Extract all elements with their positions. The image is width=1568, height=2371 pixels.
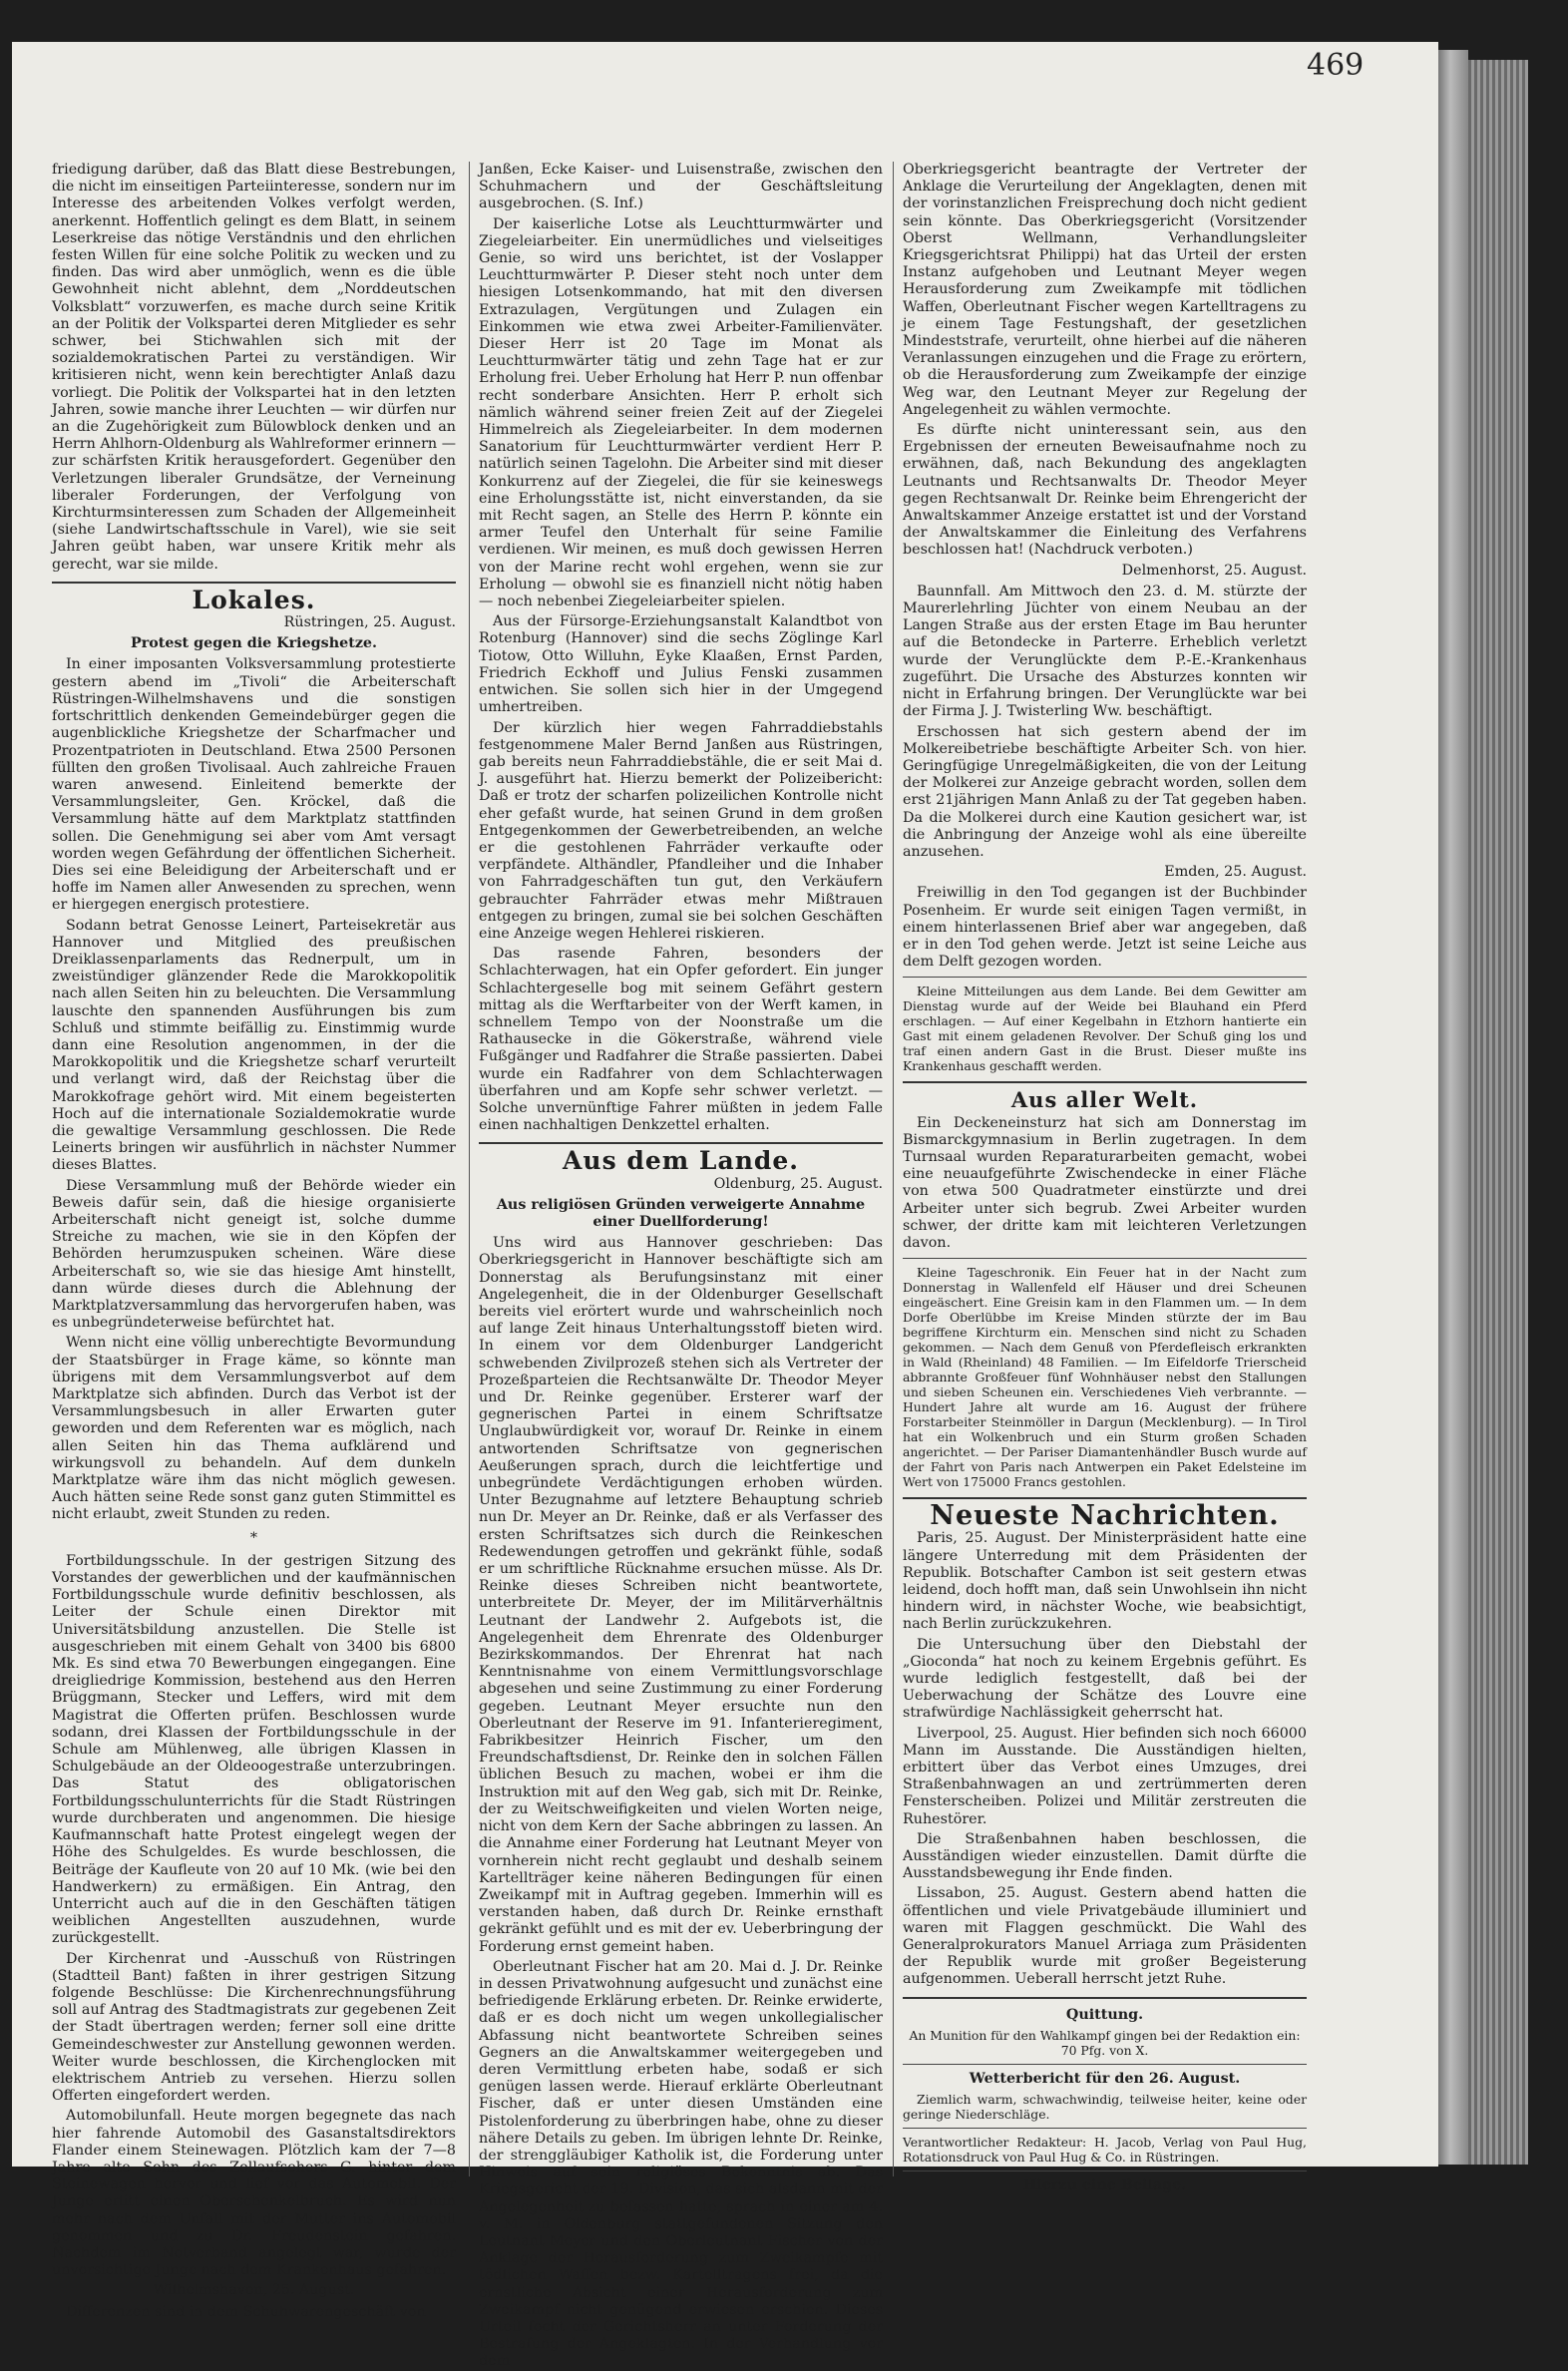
section-title: Lokales. — [192, 585, 316, 614]
article-text: Liverpool, 25. August. Hier befinden sich noch 66000 Mann im Ausstande. Die Ausständigen hielten, erbittert über das Verbot eines Umzuges, drei Straßenbahnwagen an und zertrümmerten deren Fensterscheiben. Polizei und Militär zerstreuten die Ruhestörer. — [903, 1725, 1307, 1827]
article-text: Kleine Mitteilungen aus dem Lande. Bei dem Gewitter am Dienstag wurde auf der Weide bei Blauhand ein Pferd erschlagen. — Auf einer Kegelbahn in Etzhorn hantierte ein Gast mit einem geladenen Revolver. Der Schuß ging los und traf einen andern Gast in die Brust. Dieser mußte ins Krankenhaus geschafft werden. — [903, 984, 1307, 1074]
section-rule — [903, 1997, 1307, 1999]
section-rule — [52, 582, 456, 584]
section-rule — [903, 1258, 1307, 1259]
section-rule — [903, 2128, 1307, 2129]
article-text: In einer imposanten Volksversammlung protestierte gestern abend im „Tivoli“ die Arbeiterschaft Rüstringen-Wilhelmshavens und die sonstigen fortschrittlich denkenden Gemeindebürger gegen die augenblickliche Kriegshetze der Scharfmacher und Prozentpatrioten in Deutschland. Etwa 2500 Personen füllten den großen Tivolisaal. Auch zahlreiche Frauen waren anwesend. Einleitend bemerkte der Versammlungsleiter, Gen. Kröckel, daß die Versammlung hätte auf dem Marktplatz stattfinden sollen. Die Genehmigung sei aber vom Amt versagt worden wegen Gefährdung der öffentlichen Sicherheit. Dies sei eine Beleidigung der Arbeiterschaft und er hoffe im Namen aller Anwesenden zu sprechen, wenn er hiergegen energisch protestiere. — [52, 656, 456, 914]
notice-headline: Quittung. — [1065, 2006, 1144, 2023]
page-number: 469 — [1307, 48, 1365, 83]
article-text: Kleine Tageschronik. Ein Feuer hat in der Nacht zum Donnerstag in Wallenfeld elf Häuser und drei Scheunen eingeäschert. Eine Greisin kam in den Flammen um. — In dem Dorfe Oberlübbe im Kreise Minden stürzte der im Bau begriffene Kirchturm ein. Menschen sind nicht zu Schaden gekommen. — Nach dem Genuß von Pferdefleisch erkrankten in Wald (Rheinland) 48 Familien. — Im Eifeldorfe Trierscheid abbrannte Großfeuer fünf Wohnhäuser nebst den Stallungen und sieben Scheunen ein. Verschiedenes Vieh verbrannte. — Hundert Jahre alt wurde am 16. August der frühere Forstarbeiter Steinmöller in Dargun (Mecklenburg). — In Tirol hat ein Wolkenbruch und ein Sturm großen Schaden angerichtet. — Der Pariser Diamantenhändler Busch wurde auf der Fahrt von Paris nach Antwerpen ein Paket Edelsteine im Wert von 175000 Francs gestohlen. — [903, 1265, 1307, 1490]
article-text: Es dürfte nicht uninteressant sein, aus den Ergebnissen der erneuten Beweisaufnahme noch zu erwähnen, daß, nach Bekundung des angeklagten Leutnants und Rechtsanwalts Dr. Theodor Meyer gegen Rechtsanwalt Dr. Reinke beim Ehrengericht der Anwaltskammer Anzeige erstattet ist und der Vorstand der Anwaltskammer die Einleitung des Verfahrens beschlossen hat! (Nachdruck verboten.) — [903, 422, 1307, 559]
article-text: Differenzen sind in dem Schuhwarengeschäft von — [66, 2303, 426, 2320]
section-rule — [903, 977, 1307, 978]
article-text: Die Untersuchung über den Diebstahl der „Gioconda“ hat noch zu keinem Ergebnis geführt. Es wurde lediglich festgestellt, daß bei der Ueberwachung der Schätze des Louvre eine strafwürdige Nachlässigkeit geherrscht hat. — [903, 1636, 1307, 1722]
page-stack-edge — [1438, 50, 1468, 2165]
weather-headline: Wetterbericht für den 26. August. — [969, 2070, 1241, 2087]
article-text: Oberkriegsgericht beantragte der Vertreter der Anklage die Verurteilung der Angeklagten, denen mit der vorinstanzlichen Freisprechung doch nicht gedient sein könnte. Das Oberkriegsgericht (Vorsitzender Oberst Wellmann, Verhandlungsleiter Kriegsgerichtsrat Philippi) hat das Urteil der ersten Instanz aufgehoben und Leutnant Meyer wegen Herausforderung zum Zweikampfe mit tödlichen Waffen, Oberleutnant Fischer wegen Kartelltragens zu je einem Tage Festungshaft, der gesetzlichen Mindeststrafe, verurteilt, ohne hierbei auf die näheren Veranlassungen einzugehen und die Frage zu erörtern, ob die Herausforderung zum Zweikampfe der einzige Weg war, den Leutnant Meyer zur Regelung der Angelegenheit zu wählen vermochte. — [903, 162, 1307, 418]
column-divider — [893, 162, 894, 2176]
weather-text: Ziemlich warm, schwachwindig, teilweise heiter, keine oder geringe Niederschläge. — [903, 2092, 1307, 2123]
imprint: Verantwortlicher Redakteur: H. Jacob, Verlag von Paul Hug, Rotationsdruck von Paul Hug & Co. in Rüstringen. — [903, 2135, 1307, 2166]
article-text: Erschossen hat sich gestern abend der im Molkereibetriebe beschäftigte Arbeiter Sch. von hier. Geringfügige Unregelmäßigkeiten, die von der Leitung der Molkerei zur Anzeige gebracht worden, sollen dem erst 21jährigen Mann Anlaß zu der Tat gegeben haben. Da die Molkerei durch eine Kaution gesichert war, ist die Anbringung der Anzeige wohl als eine übereilte anzusehen. — [903, 723, 1307, 860]
article-text: Fortbildungsschule. In der gestrigen Sitzung des Vorstandes der gewerblichen und der kaufmännischen Fortbildungsschule wurde definitiv beschlossen, als Leiter der Schule einen Direktor mit Universitätsbildung anzustellen. Die Stelle ist ausgeschrieben mit einem Gehalt von 3400 bis 6800 Mk. Es sind etwa 70 Bewerbungen eingegangen. Eine dreigliedrige Kommission, bestehend aus den Herren Brüggmann, Stecker und Leffers, wird mit dem Magistrat die Offerten prüfen. Beschlossen wurde sodann, drei Klassen der Fortbildungsschule in der Schule am Mühlenweg, alle übrigen Klassen in Schulgebäude an der Oldeoogestraße unterzubringen. Das Statut des obligatorischen Fortbildungsschulunterrichts für die Stadt Rüstringen wurde durchberaten und angenommen. Die hiesige Kaufmannschaft hatte Protest eingelegt wegen der Höhe des Schulgeldes. Es wurde beschlossen, die Beiträge der Kaufleute von 20 auf 10 Mk. (wie bei den Handwerkern) zu ermäßigen. Ein Antrag, den Unterricht auch auf die in den Geschäften tätigen weiblichen Angestellten auszudehnen, wurde zurückgestellt. — [52, 1552, 456, 1947]
notice-text: An Munition für den Wahlkampf gingen bei der Redaktion ein: 70 Pfg. von X. — [909, 2027, 1301, 2058]
article-text: Oberleutnant Fischer hat am 20. Mai d. J. Dr. Reinke in dessen Privatwohnung aufgesucht und zunächst eine befriedigende Erklärung erbeten. Dr. Reinke erwiderte, daß er es doch nicht um wegen unkollegialischer Abfassung nicht beantwortete Schreiben seines Gegners an die Anwaltskammer weitergegeben und deren Vermittlung erbeten habe, sodaß er sich genügen lassen werde. Hierauf erklärte Oberleutnant Fischer, daß er unter diesen Umständen eine Pistolenforderung zu überbringen habe, ohne zu dieser nähere Details zu geben. Im übrigen lehnte Dr. Reinke, der strenggläubiger Katholik ist, die Forderung unter Hinweis auf sein religiöses Bekenntnis ab. Das Kriegsgericht der 19. Division, das sich alsdann mit der Angelegenheit zu befassen hatte, sprach in einer am 4. v. M. in Oldenburg stattgefundenen Sitzung den Leutnant Meyer und den Oberleutnant Fischer von der Anklage der Herausforderung zum Zweikampfe mit tödlichen Waffen bezw. Kartelltragens frei, da die ernstliche Absicht einer Herausforderung zum Zweikampf nicht genügend erwiesen erschien. Dieses Urteil focht der Gerichtsherr an unter Forderung der Bestrafung der Angeklagten. In der Verhandlung vor dem — [479, 1958, 883, 2370]
column-3 — [903, 162, 1307, 2194]
section-rule — [903, 1081, 1307, 1083]
article-text: Aus der Fürsorge-Erziehungsanstalt Kalandtbot von Rotenburg (Hannover) sind die sechs Zöglinge Karl Tiotow, Otto Willuhn, Eyke Klaaßen, Ernst Parden, Friedrich Eckhoff und Julius Fenski zusammen entwichen. Sie sollen sich hier in der Umgegend umhertreiben. — [479, 613, 883, 716]
dateline: Delmenhorst, 25. August. — [1121, 562, 1307, 579]
section-rule — [479, 1142, 883, 1144]
section-rule — [903, 1497, 1307, 1499]
newspaper-page — [12, 42, 1438, 2370]
article-text: Freiwillig in den Tod gegangen ist der Buchbinder Posenheim. Er wurde seit einigen Tagen vermißt, in einem hinterlassenen Brief aber war angegeben, daß er in den Tod gehen werde. Jetzt ist seine Leiche aus dem Delft gezogen worden. — [903, 885, 1307, 971]
column-divider — [469, 162, 470, 2176]
section-title: Aus dem Lande. — [563, 1146, 799, 1176]
article-text: Der Kirchenrat und -Ausschuß von Rüstringen (Stadtteil Bant) faßten in ihrer gestrigen Sitzung folgende Beschlüsse: Die Kirchenrechnungsführung soll auf Antrag des Stadtmagistrats zur gegebenen Zeit der Stadt übertragen werden; ferner soll eine dritte Gemeindeschwester zur Anstellung gewonnen werden. Weiter wurde beschlossen, die Kirchenglocken mit elektrischem Antrieb zu versehen. Hierzu sollen Offerten eingefordert werden. — [52, 1950, 456, 2105]
article-headline: Aus religiösen Gründen verweigerte Annahme einer Duellforderung! — [496, 1196, 866, 1230]
section-rule — [903, 2171, 1307, 2172]
article-text: Sodann betrat Genosse Leinert, Parteisekretär aus Hannover und Mitglied des preußischen Dreiklassenparlaments das Rednerpult, um in zweistündiger glänzender Rede die Marokkopolitik nach allen Seiten hin zu beleuchten. Die Versammlung lauschte den spannenden Ausführungen bis zum Schluß und stimmte beifällig zu. Einstimmig wurde dann eine Resolution angenommen, in der die Marokkopolitik und die Kriegshetze scharf verurteilt und verlangt wird, daß der Reichstag über die Marokkofrage gehört wird. Mit einem begeisterten Hoch auf die internationale Sozialdemokratie wurde die gewaltige Versammlung geschlossen. Die Rede Leinerts bringen wir ausführlich in nächster Nummer dieses Blattes. — [52, 917, 456, 1174]
article-text: Paris, 25. August. Der Ministerpräsident hatte eine längere Unterredung mit dem Präsidenten der Republik. Botschafter Cambon ist seit gestern etwas leidend, doch hofft man, daß sein Unwohlsein ihn nicht hindern wird, in nächster Woche, wie beabsichtigt, nach Berlin zurückzukehren. — [903, 1530, 1307, 1633]
book-spine — [1468, 60, 1528, 2165]
article-text: Ein Deckeneinsturz hat sich am Donnerstag im Bismarckgymnasium in Berlin zugetragen. In dem Turnsaal wurden Reparaturarbeiten gemacht, wobei eine neuaufgeführte Zwischendecke in einer Fläche von etwa 500 Quadratmeter einstürzte und drei Arbeiter unter sich begrub. Zwei Arbeiter wurden schwer, der dritte kam mit leichteren Verletzungen davon. — [903, 1114, 1307, 1251]
article-text: Der kaiserliche Lotse als Leuchtturmwärter und Ziegeleiarbeiter. Ein unermüdliches und vielseitiges Genie, so wird uns berichtet, ist der Voslapper Leuchtturmwärter P. Dieser steht noch unter dem hiesigen Lotsenkommando, hat mit den diversen Extrazulagen, Vergütungen und Zulagen ein Einkommen wie etwa zwei Arbeiter-Familienväter. Dieser Herr ist 20 Tage im Monat als Leuchtturmwärter tätig und zehn Tage hat er zur Erholung frei. Ueber Erholung hat Herr P. nun offenbar recht sonderbare Ansichten. Herr P. erholt sich nämlich während seiner freien Zeit auf der Ziegelei Himmelreich als Ziegeleiarbeiter. In dem modernen Sanatorium für Leuchtturmwärter verdient Herr P. natürlich seinen Tagelohn. Die Arbeiter sind mit dieser Konkurrenz auf der Ziegelei, die für sie keineswegs eine Erholungsstätte ist, nicht einverstanden, da sie mit Recht sagen, an Stelle des Herrn P. könnte ein armer Teufel den Unterhalt für seine Familie verdienen. Wir meinen, es muß doch gewissen Herren von der Marine recht wohl ergehen, wenn sie zur Erholung — obwohl sie es finanziell nicht nötig haben — noch nebenbei Ziegeleiarbeiter spielen. — [479, 215, 883, 610]
section-rule — [903, 2064, 1307, 2065]
article-text: Automobilunfall. Heute morgen begegnete das nach hier fahrende Automobil des Gasanstaltsdirektors Flander einem Steinewagen. Plötzlich kam der 7—8 Jahre alte Sohn des Zollaufsehers G. hinter dem Steinewagen hervor und lief vor das Automobil. Der Junge erlitt einen Oberschenkelbruch. Es wird nun mehr nach dem Unfall mit der Mutter ins Automobil genommen und zu Dr. Freudenstein gefahren. Nachdem im Notverband angelegt war, wurde der unvorsichtige Junge nach dem Krankenhaus gefahren. — [52, 2108, 456, 2279]
separator-star: * — [249, 1529, 258, 1546]
dateline: Rüstringen, 25. August. — [283, 614, 456, 631]
article-text: Diese Versammlung muß der Behörde wieder ein Beweis dafür sein, daß die hiesige organisierte Arbeiterschaft nicht geneigt ist, solche dumme Streiche zu machen, wie sie in den Köpfen der Behörden herumzuspuken scheinen. Wäre diese Arbeiterschaft so, wie sie das hiesige Amt hinstellt, dann würde dieses durch die Ablehnung der Marktplatzversammlung das hervorgerufen haben, was es unbegründeterweise befürchtet hat. — [52, 1177, 456, 1332]
article-text: Baunnfall. Am Mittwoch den 23. d. M. stürzte der Maurerlehrling Jüchter von einem Neubau an der Langen Straße aus der ersten Etage im Bau herunter auf die Betondecke in Parterre. Erheblich verletzt wurde der Verunglückte dem P.-E.-Krankenhaus zugeführt. Die Ursache des Absturzes konnten wir nicht in Erfahrung bringen. Der Verunglückte war bei der Firma J. J. Twisterling Ww. beschäftigt. — [903, 583, 1307, 720]
supplement-note: Hierzu eine Beilage. — [1022, 2177, 1187, 2194]
article-text: Lissabon, 25. August. Gestern abend hatten die öffentlichen und viele Privatgebäude illuminiert und waren mit Flaggen geschmückt. Die Wahl des Generalprokurators Manuel Arriaga zum Präsidenten der Republik wurde mit großer Begeisterung aufgenommen. Ueberall herrscht jetzt Ruhe. — [903, 1885, 1307, 1988]
article-headline: Protest gegen die Kriegshetze. — [130, 635, 378, 652]
article-text: Der kürzlich hier wegen Fahrraddiebstahls festgenommene Maler Bernd Janßen aus Rüstringen, gab bereits neun Fahrraddiebstähle, die er seit Mai d. J. ausgeführt hat. Hierzu bemerkt der Polizeibericht: Daß er trotz der scharfen polizeilichen Kontrolle nicht eher gefaßt wurde, hat seinen Grund in dem großen Entgegenkommen der Gewerbetreibenden, an welche er die gestohlenen Fahrräder verkaufte oder verpfändete. Althändler, Pfandleiher und die Inhaber von Fahrradgeschäften tun gut, den Verkäufern gebrauchter Fahrräder etwas mehr Mißtrauen entgegen zu bringen, zumal sie bei solchen Geschäften eine Anzeige wegen Hehlerei riskieren. — [479, 719, 883, 942]
article-text: Uns wird aus Hannover geschrieben: Das Oberkriegsgericht in Hannover beschäftigte sich am Donnerstag als Berufungsinstanz mit einer Angelegenheit, die in der Oldenburger Gesellschaft bereits viel erörtert wurde und wahrscheinlich noch auf lange Zeit hinaus Unterhaltungsstoff bieten wird. In einem vor dem Oldenburger Landgericht schwebenden Zivilprozeß stehen sich als Vertreter der Prozeßparteien die Rechtsanwälte Dr. Theodor Meyer und Dr. Reinke gegenüber. Ersterer warf der gegnerischen Partei in einem Schriftsatze Unglaubwürdigkeit vor, worauf Dr. Reinke in einem antwortenden Schriftsatze von gegnerischen Aeußerungen sprach, durch die leichtfertige und unbegründete Verdächtigungen erhoben würden. Unter Bezugnahme auf letztere Behauptung schrieb nun Dr. Meyer an Dr. Reinke, daß er als Verfasser des ersten Schriftsatzes sich durch die Reinkeschen Redewendungen getroffen und gekränkt fühle, sodaß er um schriftliche Rücknahme ersuchen müsse. Als Dr. Reinke dieses Schreiben nicht beantwortete, unterbreitete Dr. Meyer, der im Militärverhältnis Leutnant der Landwehr 2. Aufgebots ist, die Angelegenheit dem Ehrenrate des Oldenburger Bezirkskommandos. Der Ehrenrat hat nach Kenntnisnahme von einem Vermittlungsvorschlage abgesehen und seine Zustimmung zu einer Forderung gegeben. Leutnant Meyer ersuchte nun den Oberleutnant der Reserve im 91. Infanterieregiment, Fabrikbesitzer Heinrich Fischer, um den Freundschaftsdienst, Dr. Reinke den in solchen Fällen üblichen Besuch zu machen, wobei er ihm die Instruktion mit auf den Weg gab, sich mit Dr. Reinke, der zu Weitschweifigkeiten und vielen Worten neige, nicht von dem Kern der Sache abbringen zu lassen. An die Annahme einer Forderung hat Leutnant Meyer von vornherein nicht recht geglaubt und deshalb seinem Kartellträger keine näheren Bedingungen für einen Zweikampf mit in Auftrag gegeben. Immerhin will es verstanden haben, daß durch Dr. Reinke ernsthaft gekränkt gefühlt und es mit der ev. Ueberbringung der Forderung ernst gemeint haben. — [479, 1235, 883, 1955]
article-text: Das rasende Fahren, besonders der Schlachterwagen, hat ein Opfer gefordert. Ein junger Schlachtergeselle bog mit seinem Gefährt gestern mittag als die Werftarbeiter von der Werft kamen, in schnellem Tempo von der Noonstraße um die Rathausecke in die Gökerstraße, während viele Fußgänger und Radfahrer die Straße passierten. Dabei wurde ein Radfahrer von dem Schlachterwagen überfahren und am Kopfe sehr schwer verletzt. — Solche unvernünftige Fahrer müßten in jedem Falle einen nachhaltigen Denkzettel erhalten. — [479, 946, 883, 1134]
dateline: Oldenburg, 25. August. — [713, 1175, 883, 1192]
column-2 — [479, 162, 883, 2370]
section-title: Neueste Nachrichten. — [930, 1500, 1280, 1532]
dateline: Emden, 25. August. — [1164, 864, 1307, 881]
dateline: Wilhelmshaven, 25. August. — [153, 2282, 355, 2299]
article-text: Janßen, Ecke Kaiser- und Luisenstraße, zwischen den Schuhmachern und der Geschäftsleitung ausgebrochen. (S. Inf.) — [479, 162, 883, 212]
article-text: Die Straßenbahnen haben beschlossen, die Ausständigen wieder einzustellen. Damit dürfte die Ausstandsbewegung ihr Ende finden. — [903, 1830, 1307, 1882]
article-text: Wenn nicht eine völlig unberechtigte Bevormundung der Staatsbürger in Frage käme, so könnte man übrigens mit dem Versammlungsverbot auf dem Marktplatze sich abfinden. Durch das Verbot ist der Versammlungsbesuch in aller Erwarten guter geworden und dem Referenten war es möglich, nach allen Seiten hin das Thema aufklärend und wirkungsvoll zu behandeln. Auf dem dunkeln Marktplatze wäre ihm das nicht möglich gewesen. Auch hätten seine Rede sonst ganz guten Stimmittel es nicht erlaubt, zweit Stunden zu reden. — [52, 1335, 456, 1523]
section-title: Aus aller Welt. — [1010, 1087, 1199, 1113]
column-1 — [52, 162, 456, 2320]
article-text: friedigung darüber, daß das Blatt diese Bestrebungen, die nicht im einseitigen Parteiinteresse, sondern nur im Interesse des arbeitenden Volkes verfolgt werden, anerkennt. Hoffentlich gelingt es dem Blatt, in seinem Leserkreise das nötige Verständnis und den ehrlichen festen Willen für eine solche Politik zu wecken und zu finden. Das wird aber unmöglich, wenn es die üble Gewohnheit nicht ablehnt, dem „Norddeutschen Volksblatt“ vorzuwerfen, es mache durch seine Kritik an der Politik der Volkspartei deren Mitglieder es sehr schwer, bei Stichwahlen sich mit der sozialdemokratischen Partei zu verständigen. Wir kritisieren nicht, wenn kein berechtigter Anlaß dazu vorliegt. Die Politik der Volkspartei hat in den letzten Jahren, sowie manche ihrer Leuchten — wir dürfen nur an die Zugehörigkeit zum Bülowblock denken und an Herrn Ahlhorn-Oldenburg als Wahlreformer erinnern — zur schärfsten Kritik herausgefordert. Gegenüber den Verletzungen liberaler Grundsätze, der Verneinung liberaler Forderungen, der Verfolgung von Kirchturmsinteressen zum Schaden der Allgemeinheit (siehe Landwirtschaftsschule in Varel), wie sie seit Jahren geübt haben, war unsere Kritik mehr als gerecht, war sie milde. — [52, 162, 456, 573]
